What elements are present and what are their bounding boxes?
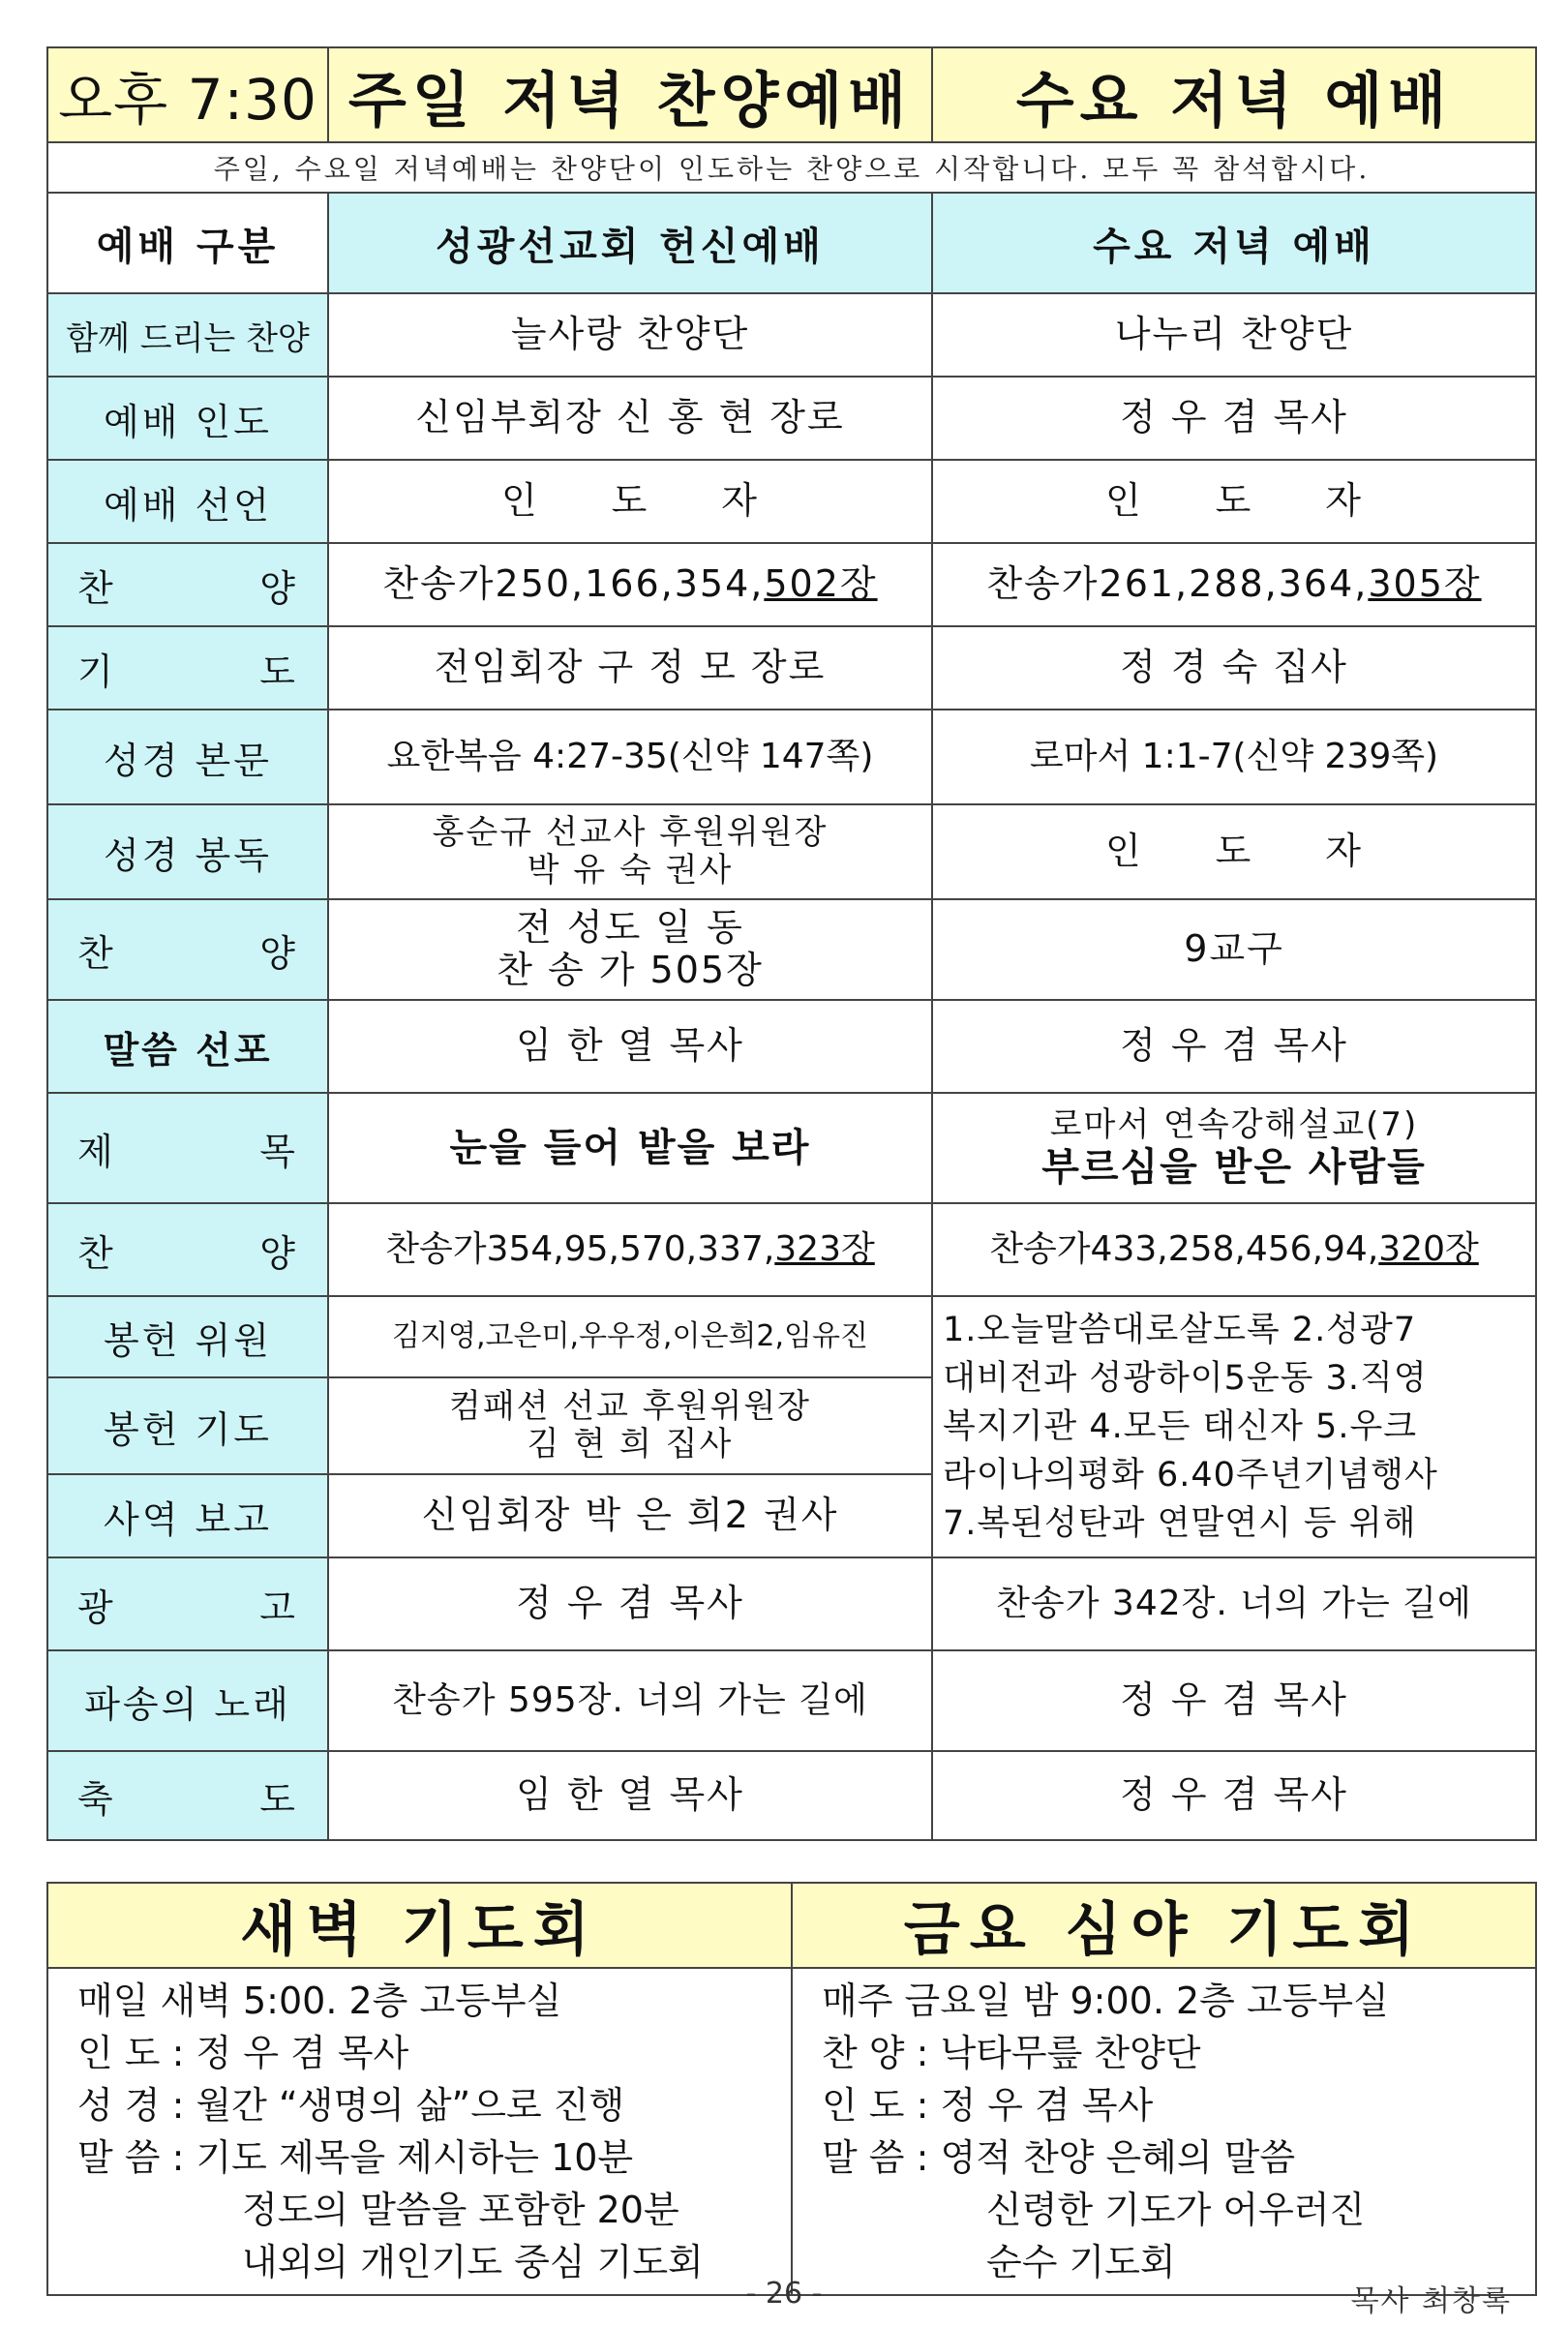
value-line: 로마서 연속강해설교(7) [1049,1105,1419,1145]
value-line: 홍순규 선교사 후원위원장 [432,812,829,852]
row-label: 파송의 노래 [47,1650,328,1751]
wednesday-value: 로마서 1:1-7(신약 239쪽) [932,710,1536,804]
label-char: 양 [259,566,298,610]
label-char: 양 [259,1231,298,1275]
sunday-value [328,543,932,626]
prayer-meetings-table [46,1882,1537,2296]
row-label: 예배 인도 [47,377,328,460]
label-char: 도 [259,1777,298,1821]
spread-char: 인 [1105,479,1143,523]
wednesday-value: 정 경 숙 집사 [932,626,1536,710]
row-choir [47,293,1536,377]
notice-row [47,142,1536,193]
prayer-topic-line: 대비전과 성광하이5운동 3.직영 [943,1359,1428,1398]
sunday-value: 요한복음 4:27-35(신약 147쪽) [328,710,932,804]
hymn-numbers: 찬송가354,95,570,337, [385,1229,775,1270]
wednesday-value [932,1093,1536,1203]
detail-line: 인 도 : 정 우 겸 목사 [77,2032,409,2074]
sunday-value: 찬송가 595장. 너의 가는 길에 [328,1650,932,1751]
prayer-topic-line: 1.오늘말씀대로살도록 2.성광7 [943,1311,1417,1349]
wednesday-value: 정 우 겸 목사 [932,377,1536,460]
worship-table [46,46,1537,1841]
spread-char: 인 [501,479,539,523]
wednesday-value [932,1203,1536,1296]
friday-prayer-details [792,1968,1536,2295]
row-hymn-1 [47,543,1536,626]
wednesday-value: 정 우 겸 목사 [932,1000,1536,1093]
spread-char: 도 [1215,479,1253,523]
row-declaration [47,460,1536,543]
row-leader [47,377,1536,460]
value-line: 부르심을 받은 사람들 [1041,1144,1427,1190]
row-label [47,1557,328,1650]
row-label: 성경 본문 [47,710,328,804]
detail-line: 말 씀 : 기도 제목을 제시하는 10분 [77,2136,634,2179]
row-sending-song [47,1650,1536,1751]
hymn-last-underlined: 320장 [1378,1229,1479,1270]
row-label: 성경 봉독 [47,804,328,899]
label-char: 목 [259,1130,298,1173]
value-line: 전 성도 일 동 [516,906,744,950]
wednesday-value: 정 우 겸 목사 [932,1751,1536,1840]
row-hymn-2 [47,899,1536,1000]
row-benediction [47,1751,1536,1840]
dawn-prayer-title: 새벽 기도회 [47,1883,792,1968]
prayer-topic-line: 복지기관 4.모든 태신자 5.우크 [943,1407,1418,1446]
service-time: 오후 7:30 [47,47,328,142]
notice-text: 주일, 수요일 저녁예배는 찬양단이 인도하는 찬양으로 시작합니다. 모두 꼭 참석합시다. [47,142,1536,193]
dawn-prayer-details [47,1968,792,2295]
row-sermon [47,1000,1536,1093]
row-label [47,1093,328,1203]
wednesday-value [932,804,1536,899]
row-announcements [47,1557,1536,1650]
row-label: 사역 보고 [47,1474,328,1557]
spread-char: 인 [1105,830,1143,873]
prayer-topic-line: 라이나의평화 6.40주년기념행사 [943,1456,1438,1495]
hymn-numbers: 찬송가433,258,456,94, [989,1229,1379,1270]
hymn-numbers: 찬송가261,288,364, [986,562,1369,606]
detail-line: 정도의 말씀을 포함한 20분 [242,2189,679,2231]
label-char: 고 [259,1586,298,1629]
sunday-value: 임 한 열 목사 [328,1000,932,1093]
column-sunday-header: 성광선교회 헌신예배 [328,193,932,293]
wednesday-service-title: 수요 저녁 예배 [932,47,1536,142]
row-reading [47,804,1536,899]
detail-line: 순수 기도회 [986,2241,1176,2283]
sunday-value: 신임부회장 신 홍 현 장로 [328,377,932,460]
sunday-value: 전임회장 구 정 모 장로 [328,626,932,710]
row-label: 봉헌 위원 [47,1296,328,1377]
label-char: 기 [77,650,116,693]
page-number: - 26 - [745,2277,823,2311]
detail-line: 내외의 개인기도 중심 기도회 [242,2241,704,2283]
label-char: 찬 [77,931,116,975]
wednesday-value: 나누리 찬양단 [932,293,1536,377]
row-hymn-3 [47,1203,1536,1296]
sunday-value [328,899,932,1000]
sunday-service-title: 주일 저녁 찬양예배 [328,47,932,142]
prayer-topics [932,1296,1536,1557]
detail-line: 매주 금요일 밤 9:00. 2층 고등부실 [822,1979,1389,2022]
detail-line: 매일 새벽 5:00. 2층 고등부실 [77,1979,562,2022]
sunday-value: 눈을 들어 밭을 보라 [328,1093,932,1203]
row-label: 말씀 선포 [47,1000,328,1093]
wednesday-value [932,460,1536,543]
row-label [47,1203,328,1296]
label-char: 도 [259,650,298,693]
column-wednesday-header: 수요 저녁 예배 [932,193,1536,293]
sunday-value [328,1377,932,1474]
worship-schedule [46,46,1535,1841]
value-line: 컴패션 선교 후원위원장 [448,1386,812,1426]
spread-char: 도 [1215,830,1253,873]
sunday-value [328,460,932,543]
author-credit: 목사 최창록 [1350,2284,1512,2318]
value-line: 김 현 희 집사 [527,1425,734,1464]
row-offering-members [47,1296,1536,1377]
row-label: 예배 선언 [47,460,328,543]
label-char: 제 [77,1130,116,1173]
label-char: 양 [259,931,298,975]
wednesday-value [932,543,1536,626]
header-row [47,47,1536,142]
sunday-value [328,804,932,899]
prayer-meetings-header-row [47,1883,1536,1968]
prayer-meetings-body-row [47,1968,1536,2295]
sunday-value: 신임회장 박 은 희2 권사 [328,1474,932,1557]
row-label [47,1751,328,1840]
value-line: 박 유 숙 권사 [527,851,734,890]
sunday-value: 늘사랑 찬양단 [328,293,932,377]
label-char: 찬 [77,1231,116,1275]
label-char: 축 [77,1777,116,1821]
spread-char: 자 [1325,479,1363,523]
sunday-value [328,1203,932,1296]
detail-line: 신령한 기도가 어우러진 [986,2189,1366,2231]
sunday-value: 임 한 열 목사 [328,1751,932,1840]
value-line: 찬 송 가 505장 [497,949,764,991]
spread-char: 자 [1325,830,1363,873]
row-label [47,543,328,626]
prayer-meetings [46,1882,1535,2296]
wednesday-value: 9교구 [932,899,1536,1000]
wednesday-value: 찬송가 342장. 너의 가는 길에 [932,1557,1536,1650]
spread-char: 자 [721,479,759,523]
friday-prayer-title: 금요 심야 기도회 [792,1883,1536,1968]
column-label-header: 예배 구분 [47,193,328,293]
detail-line: 인 도 : 정 우 겸 목사 [822,2084,1154,2127]
sunday-value: 정 우 겸 목사 [328,1557,932,1650]
detail-line: 찬 양 : 낙타무릎 찬양단 [822,2032,1201,2074]
row-title [47,1093,1536,1203]
prayer-topic-line: 7.복된성탄과 연말연시 등 위해 [943,1504,1417,1543]
hymn-numbers: 찬송가250,166,354, [382,562,765,606]
row-scripture [47,710,1536,804]
hymn-last-underlined: 502장 [764,562,878,606]
hymn-last-underlined: 305장 [1368,562,1482,606]
row-label: 함께 드리는 찬양 [47,293,328,377]
detail-line: 말 씀 : 영적 찬양 은혜의 말씀 [822,2136,1296,2179]
spread-char: 도 [611,479,649,523]
row-prayer [47,626,1536,710]
row-label: 봉헌 기도 [47,1377,328,1474]
row-label [47,899,328,1000]
column-header-row [47,193,1536,293]
label-char: 찬 [77,566,116,610]
label-char: 광 [77,1586,116,1629]
wednesday-value: 정 우 겸 목사 [932,1650,1536,1751]
detail-line: 성 경 : 월간 “생명의 삶”으로 진행 [77,2084,625,2127]
sunday-value: 김지영,고은미,우우정,이은희2,임유진 [328,1296,932,1377]
hymn-last-underlined: 323장 [774,1229,875,1270]
row-label [47,626,328,710]
